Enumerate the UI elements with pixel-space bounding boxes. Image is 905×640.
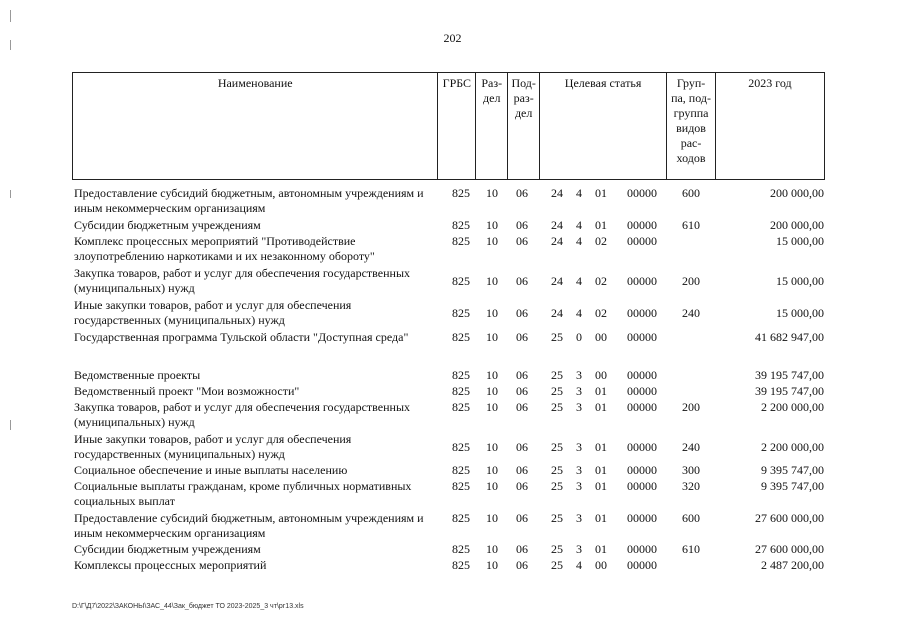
row-target-2: 4	[576, 234, 582, 248]
row-razdel: 10	[486, 330, 498, 344]
row-grbs: 825	[452, 440, 470, 454]
table-row	[72, 542, 825, 557]
row-target-1: 25	[551, 558, 563, 572]
table-row	[72, 400, 825, 430]
row-target-4: 00000	[627, 274, 657, 288]
row-group: 320	[682, 479, 700, 493]
scan-margin-mark	[10, 10, 11, 22]
row-target-3: 02	[595, 274, 607, 288]
row-amount: 27 600 000,00	[755, 511, 824, 525]
row-target-1: 25	[551, 368, 563, 382]
row-grbs: 825	[452, 400, 470, 414]
table-row	[72, 186, 825, 216]
row-target-1: 25	[551, 511, 563, 525]
row-target-3: 01	[595, 542, 607, 556]
row-name: Субсидии бюджетным учреждениям	[74, 542, 261, 556]
row-razdel: 10	[486, 306, 498, 320]
row-group: 240	[682, 440, 700, 454]
row-target-2: 3	[576, 368, 582, 382]
row-podrazdel: 06	[516, 400, 528, 414]
row-target-3: 01	[595, 400, 607, 414]
row-target-2: 4	[576, 558, 582, 572]
row-target-4: 00000	[627, 306, 657, 320]
table-header	[72, 72, 825, 180]
row-target-3: 01	[595, 479, 607, 493]
row-target-2: 3	[576, 479, 582, 493]
row-razdel: 10	[486, 542, 498, 556]
row-grbs: 825	[452, 186, 470, 200]
row-target-4: 00000	[627, 463, 657, 477]
row-grbs: 825	[452, 368, 470, 382]
row-razdel: 10	[486, 218, 498, 232]
row-target-1: 24	[551, 274, 563, 288]
table-row	[72, 234, 825, 264]
row-name: Иные закупки товаров, работ и услуг для обеспечения государственных (муниципальных) нужд	[74, 298, 352, 327]
row-target-3: 02	[595, 306, 607, 320]
row-target-2: 3	[576, 440, 582, 454]
row-razdel: 10	[486, 186, 498, 200]
row-name: Ведомственный проект "Мои возможности"	[74, 384, 300, 398]
row-name: Иные закупки товаров, работ и услуг для обеспечения государственных (муниципальных) нужд	[74, 432, 352, 461]
row-target-4: 00000	[627, 542, 657, 556]
row-amount: 2 200 000,00	[761, 440, 824, 454]
row-razdel: 10	[486, 479, 498, 493]
row-target-2: 4	[576, 274, 582, 288]
header-razdel: Раз- дел	[476, 73, 508, 180]
row-amount: 15 000,00	[776, 306, 824, 320]
row-grbs: 825	[452, 330, 470, 344]
row-amount: 9 395 747,00	[761, 479, 824, 493]
row-target-1: 24	[551, 234, 563, 248]
scan-margin-mark	[10, 420, 11, 430]
row-name: Субсидии бюджетным учреждениям	[74, 218, 261, 232]
row-target-3: 01	[595, 440, 607, 454]
row-podrazdel: 06	[516, 479, 528, 493]
row-podrazdel: 06	[516, 186, 528, 200]
table-body	[72, 186, 825, 573]
row-name: Закупка товаров, работ и услуг для обеспечения государственных (муниципальных) нужд	[74, 266, 411, 295]
row-target-2: 3	[576, 384, 582, 398]
row-target-2: 4	[576, 186, 582, 200]
header-year: 2023 год	[715, 73, 824, 180]
row-podrazdel: 06	[516, 368, 528, 382]
row-target-3: 00	[595, 330, 607, 344]
row-grbs: 825	[452, 274, 470, 288]
row-name: Предоставление субсидий бюджетным, автономным учреждениям и иным некоммерческим организациям	[74, 511, 424, 540]
table-row	[72, 218, 825, 233]
row-group: 610	[682, 218, 700, 232]
row-razdel: 10	[486, 400, 498, 414]
row-amount: 41 682 947,00	[755, 330, 824, 344]
row-target-4: 00000	[627, 400, 657, 414]
row-group: 600	[682, 511, 700, 525]
row-target-1: 24	[551, 218, 563, 232]
table-row	[72, 298, 825, 328]
row-target-4: 00000	[627, 368, 657, 382]
row-podrazdel: 06	[516, 440, 528, 454]
row-grbs: 825	[452, 234, 470, 248]
row-target-4: 00000	[627, 218, 657, 232]
row-target-3: 01	[595, 511, 607, 525]
table-row	[72, 558, 825, 573]
row-target-2: 0	[576, 330, 582, 344]
header-celevaya-statya: Целевая статья	[540, 73, 667, 180]
row-target-4: 00000	[627, 186, 657, 200]
row-target-1: 25	[551, 440, 563, 454]
row-group: 200	[682, 274, 700, 288]
row-group: 600	[682, 186, 700, 200]
row-group: 300	[682, 463, 700, 477]
row-target-3: 00	[595, 368, 607, 382]
row-target-3: 01	[595, 384, 607, 398]
row-target-2: 3	[576, 463, 582, 477]
row-group: 200	[682, 400, 700, 414]
row-podrazdel: 06	[516, 218, 528, 232]
row-name: Ведомственные проекты	[74, 368, 201, 382]
page-number: 202	[443, 31, 462, 45]
table-row	[72, 384, 825, 399]
table-row	[72, 330, 825, 345]
row-grbs: 825	[452, 384, 470, 398]
row-name: Социальное обеспечение и иные выплаты населению	[74, 463, 348, 477]
row-target-3: 01	[595, 463, 607, 477]
row-target-3: 01	[595, 218, 607, 232]
row-amount: 200 000,00	[770, 218, 824, 232]
header-name: Наименование	[73, 73, 438, 180]
row-target-4: 00000	[627, 479, 657, 493]
row-podrazdel: 06	[516, 330, 528, 344]
row-amount: 15 000,00	[776, 234, 824, 248]
row-razdel: 10	[486, 384, 498, 398]
row-grbs: 825	[452, 306, 470, 320]
row-target-1: 25	[551, 463, 563, 477]
table-row	[72, 266, 825, 296]
row-grbs: 825	[452, 479, 470, 493]
row-target-3: 00	[595, 558, 607, 572]
row-name: Комплексы процессных мероприятий	[74, 558, 267, 572]
row-razdel: 10	[486, 440, 498, 454]
row-target-4: 00000	[627, 384, 657, 398]
row-amount: 2 200 000,00	[761, 400, 824, 414]
row-amount: 39 195 747,00	[755, 368, 824, 382]
row-razdel: 10	[486, 558, 498, 572]
table-row	[72, 432, 825, 462]
row-target-1: 25	[551, 542, 563, 556]
row-target-2: 3	[576, 542, 582, 556]
row-name: Социальные выплаты гражданам, кроме публичных нормативных социальных выплат	[74, 479, 412, 508]
row-amount: 9 395 747,00	[761, 463, 824, 477]
row-razdel: 10	[486, 511, 498, 525]
header-podrazdel: Под- раз- дел	[508, 73, 540, 180]
row-target-3: 01	[595, 186, 607, 200]
row-podrazdel: 06	[516, 542, 528, 556]
row-target-2: 4	[576, 306, 582, 320]
row-podrazdel: 06	[516, 274, 528, 288]
row-grbs: 825	[452, 511, 470, 525]
row-amount: 200 000,00	[770, 186, 824, 200]
row-target-1: 25	[551, 479, 563, 493]
row-grbs: 825	[452, 542, 470, 556]
row-group: 610	[682, 542, 700, 556]
row-razdel: 10	[486, 368, 498, 382]
row-amount: 2 487 200,00	[761, 558, 824, 572]
row-target-2: 3	[576, 511, 582, 525]
row-podrazdel: 06	[516, 558, 528, 572]
header-grbs: ГРБС	[438, 73, 476, 180]
row-target-4: 00000	[627, 234, 657, 248]
row-name: Закупка товаров, работ и услуг для обеспечения государственных (муниципальных) нужд	[74, 400, 411, 429]
row-razdel: 10	[486, 463, 498, 477]
scan-margin-mark	[10, 190, 11, 198]
table-row	[72, 368, 825, 383]
row-amount: 15 000,00	[776, 274, 824, 288]
row-podrazdel: 06	[516, 463, 528, 477]
row-podrazdel: 06	[516, 306, 528, 320]
row-amount: 39 195 747,00	[755, 384, 824, 398]
row-grbs: 825	[452, 558, 470, 572]
row-target-4: 00000	[627, 440, 657, 454]
table-row	[72, 479, 825, 509]
header-gruppa: Груп- па, под- группа видов рас- ходов	[667, 73, 716, 180]
row-target-4: 00000	[627, 511, 657, 525]
row-target-1: 25	[551, 400, 563, 414]
row-target-2: 3	[576, 400, 582, 414]
row-group: 240	[682, 306, 700, 320]
table-row	[72, 463, 825, 478]
row-amount: 27 600 000,00	[755, 542, 824, 556]
table-row	[72, 511, 825, 541]
row-target-1: 24	[551, 306, 563, 320]
row-podrazdel: 06	[516, 234, 528, 248]
row-target-4: 00000	[627, 558, 657, 572]
row-target-2: 4	[576, 218, 582, 232]
row-podrazdel: 06	[516, 511, 528, 525]
row-podrazdel: 06	[516, 384, 528, 398]
row-target-1: 25	[551, 384, 563, 398]
row-name: Комплекс процессных мероприятий "Противодействие злоупотреблению наркотиками и их незаконному обороту"	[74, 234, 375, 263]
row-razdel: 10	[486, 234, 498, 248]
row-target-1: 24	[551, 186, 563, 200]
file-path-footer: D:\Г\Д7\2022\ЗАКОНЫ\ЗАС_44\Зак_бюджет ТО 2023-2025_3 чт\рг13.xls	[72, 603, 304, 610]
row-target-4: 00000	[627, 330, 657, 344]
row-target-1: 25	[551, 330, 563, 344]
row-grbs: 825	[452, 463, 470, 477]
row-target-3: 02	[595, 234, 607, 248]
row-razdel: 10	[486, 274, 498, 288]
row-name: Предоставление субсидий бюджетным, автономным учреждениям и иным некоммерческим организациям	[74, 186, 424, 215]
row-grbs: 825	[452, 218, 470, 232]
row-name: Государственная программа Тульской области "Доступная среда"	[74, 330, 409, 344]
